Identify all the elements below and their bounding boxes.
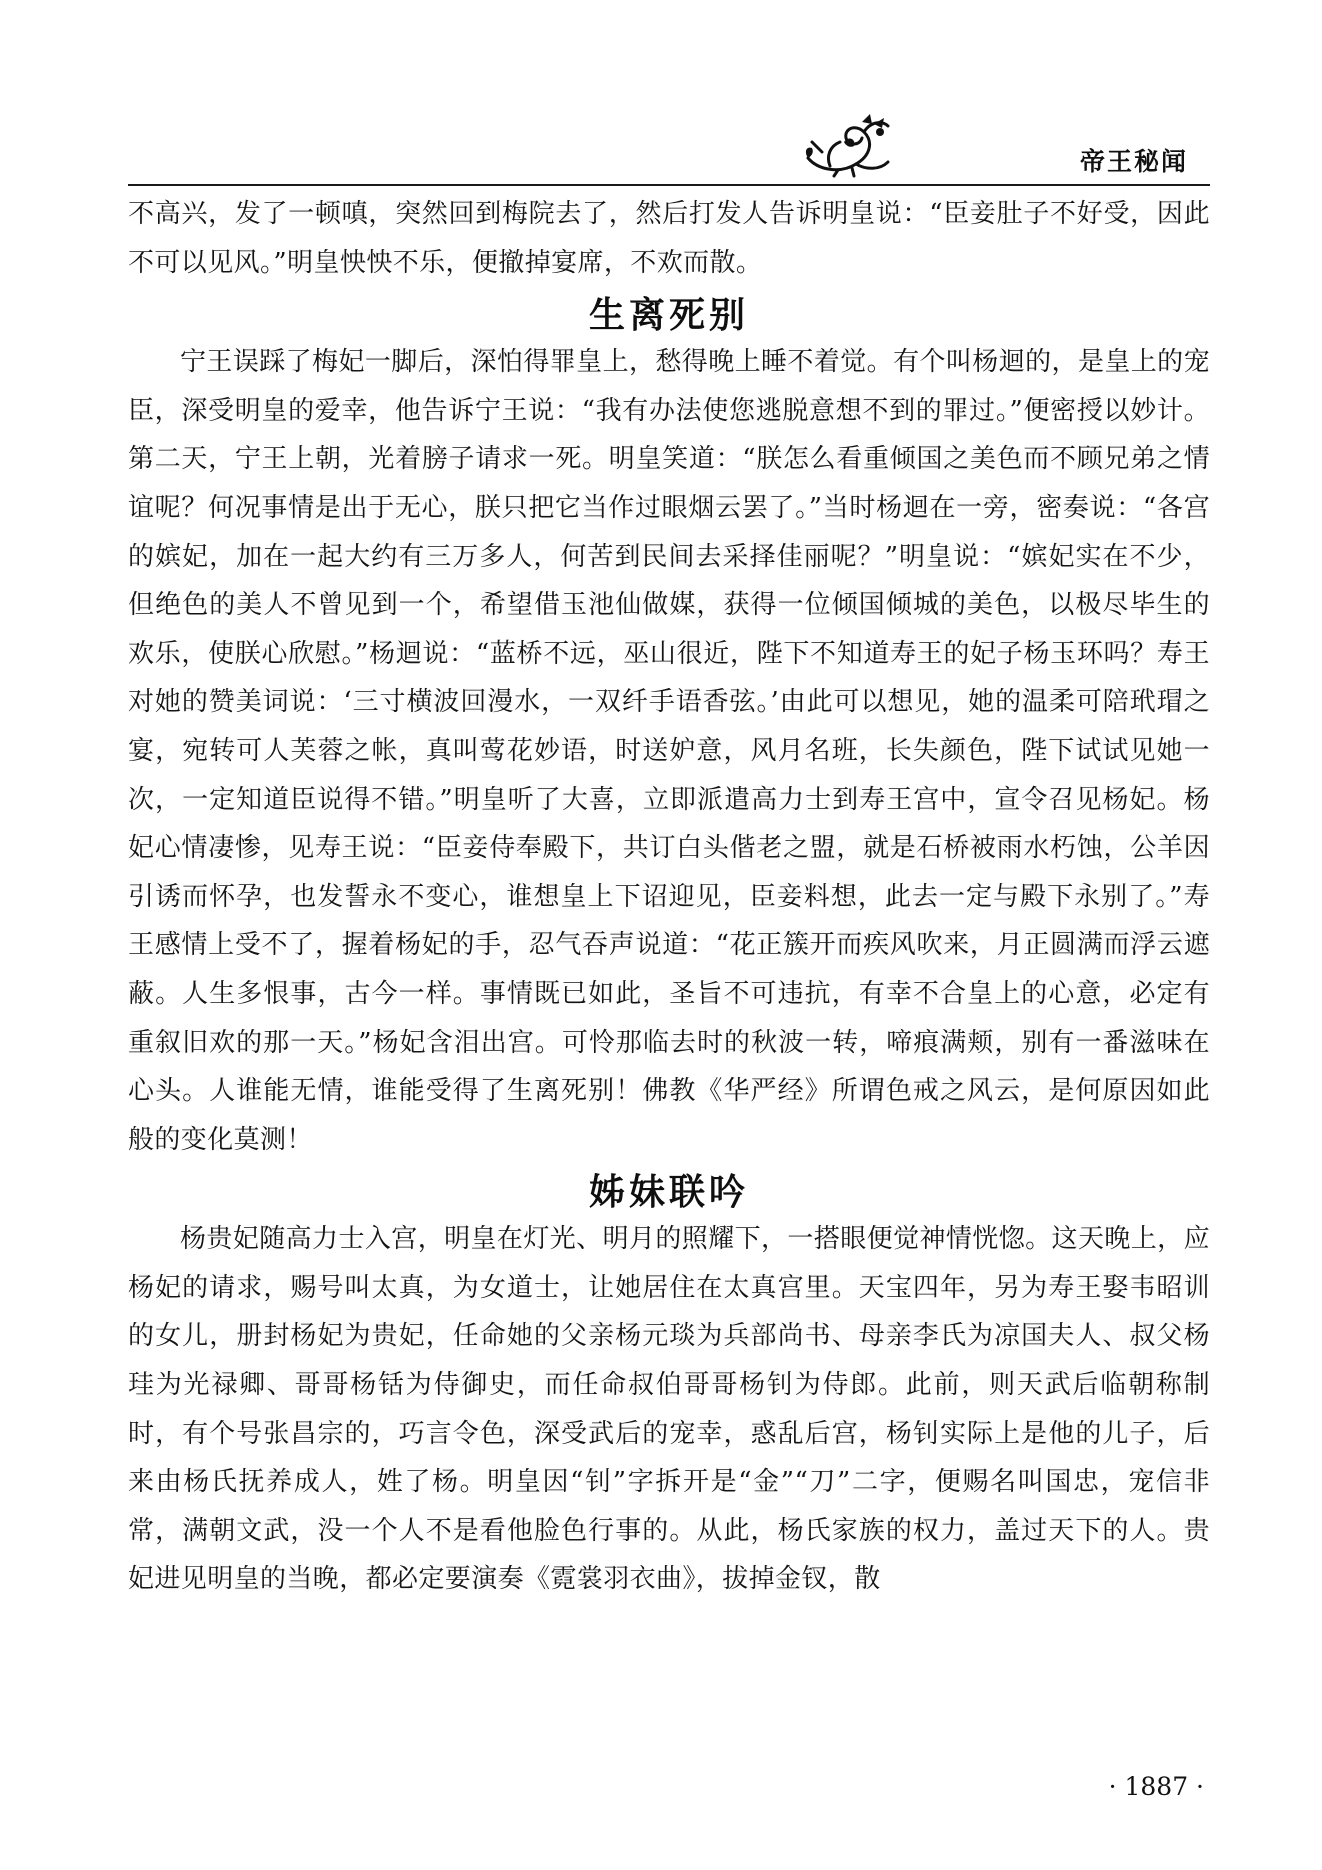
dragon-icon	[800, 112, 896, 178]
body-paragraph: 杨贵妃随高力士入宫，明皇在灯光、明月的照耀下，一搭眼便觉神情恍惚。这天晚上，应杨妃的请求，赐号叫太真，为女道士，让她居住在太真宫里。天宝四年，另为寿王娶韦昭训的女儿，册封杨妃为贵妃，任命她的父亲杨元琰为兵部尚书、母亲李氏为凉国夫人、叔父杨珪为光禄卿、哥哥杨铦为侍御史，而任命叔伯哥哥杨钊为侍郎。此前，则天武后临朝称制时，有个号张昌宗的，巧言令色，深受武后的宠幸，惑乱后宫，杨钊实际上是他的儿子，后来由杨氏抚养成人，姓了杨。明皇因“钊”字拆开是“金”“刀”二字，便赐名叫国忠，宠信非常，满朝文武，没一个人不是看他脸色行事的。从此，杨氏家族的权力，盖过天下的人。贵妃进见明皇的当晚，都必定要演奏《霓裳羽衣曲》，拔掉金钗，散	[128, 1224, 1210, 1595]
book-title: 帝王秘闻	[1079, 147, 1188, 176]
body-paragraph: 宁王误踩了梅妃一脚后，深怕得罪皇上，愁得晚上睡不着觉。有个叫杨迴的，是皇上的宠臣，深受明皇的爱幸，他告诉宁王说：“我有办法使您逃脱意想不到的罪过。”便密授以妙计。第二天，宁王上朝，光着膀子请求一死。明皇笑道：“朕怎么看重倾国之美色而不顾兄弟之情谊呢？何况事情是出于无心，朕只把它当作过眼烟云罢了。”当时杨迴在一旁，密奏说：“各宫的嫔妃，加在一起大约有三万多人，何苦到民间去采择佳丽呢？”明皇说：“嫔妃实在不少，但绝色的美人不曾见到一个，希望借玉池仙做媒，获得一位倾国倾城的美色，以极尽毕生的欢乐，使朕心欣慰。”杨迴说：“蓝桥不远，巫山很近，陛下不知道寿王的妃子杨玉环吗？寿王对她的赞美词说：‘三寸横波回漫水，一双纤手语香弦。’由此可以想见，她的温柔可陪玳瑁之宴，宛转可人芙蓉之帐，真叫莺花妙语，时送妒意，风月名班，长失颜色，陛下试试见她一次，一定知道臣说得不错。”明皇听了大喜，立即派遣高力士到寿王宫中，宣令召见杨妃。杨妃心情凄惨，见寿王说：“臣妾侍奉殿下，共订白头偕老之盟，就是石桥被雨水朽蚀，公羊因引诱而怀孕，也发誓永不变心，谁想皇上下诏迎见，臣妾料想，此去一定与殿下永别了。”寿王感情上受不了，握着杨妃的手，忍气吞声说道：“花正簇开而疾风吹来，月正圆满而浮云遮蔽。人生多恨事，古今一样。事情既已如此，圣旨不可违抗，有幸不合皇上的心意，必定有重叙旧欢的那一天。”杨妃含泪出宫。可怜那临去时的秋波一转，啼痕满颊，别有一番滋味在心头。人谁能无情，谁能受得了生离死别！佛教《华严经》所谓色戒之风云，是何原因如此般的变化莫测！	[128, 347, 1210, 1155]
section-heading: 生离死别	[588, 295, 749, 337]
continued-paragraph: 不高兴，发了一顿嗔，突然回到梅院去了，然后打发人告诉明皇说：“臣妾肚子不好受，因此不可以见风。”明皇怏怏不乐，便撤掉宴席，不欢而散。	[128, 199, 1210, 278]
page-number: · 1887 ·	[1108, 1772, 1204, 1801]
page-content	[128, 190, 1210, 1604]
running-header	[128, 108, 1210, 186]
section-heading: 姊妹联吟	[588, 1172, 749, 1214]
header-rule	[128, 184, 1210, 186]
